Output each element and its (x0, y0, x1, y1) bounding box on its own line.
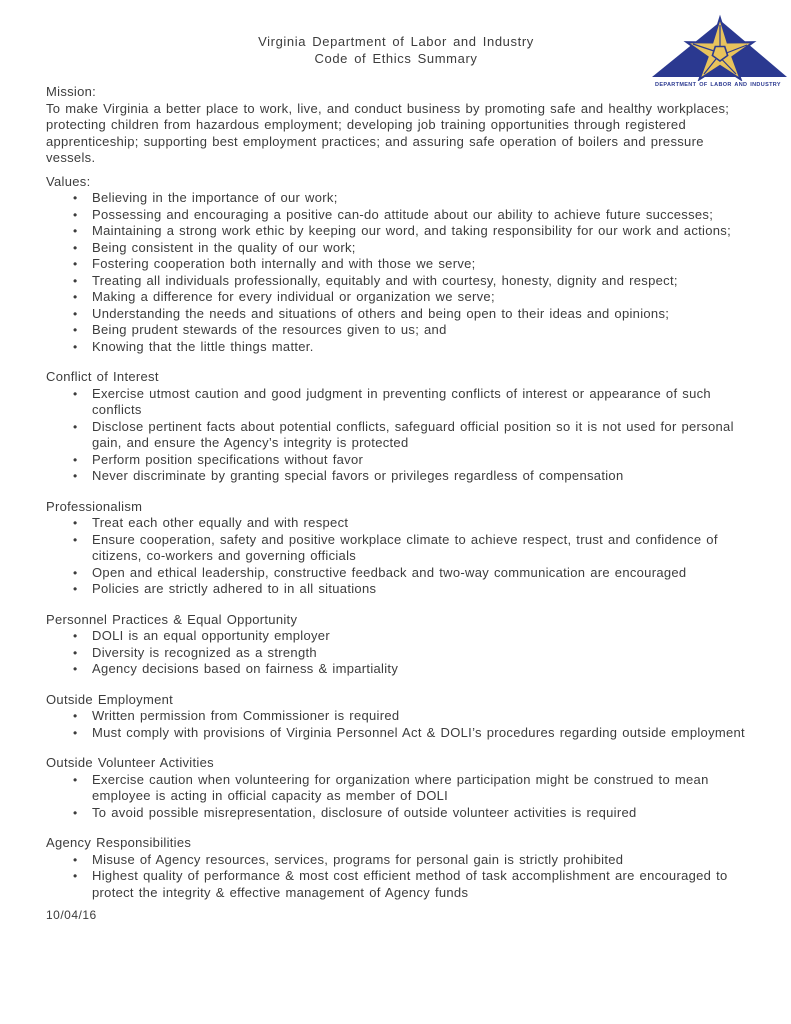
bullet-list (46, 708, 746, 741)
bullet-icon: • (73, 852, 78, 867)
bullet-item (46, 223, 746, 240)
section-heading: Mission: (46, 84, 97, 99)
bullet-icon: • (73, 386, 78, 401)
section (46, 369, 746, 485)
logo-graphic (648, 13, 788, 81)
bullet-icon: • (73, 306, 78, 321)
bullet-item (46, 708, 746, 725)
bullet-icon: • (73, 709, 78, 723)
bullet-text: Agency decisions based on fairness & impartiality (92, 661, 399, 676)
bullet-item (46, 419, 746, 452)
bullet-icon: • (73, 339, 78, 354)
bullet-text: DOLI is an equal opportunity employer (92, 628, 330, 643)
bullet-item (46, 240, 746, 257)
bullet-item (46, 515, 746, 532)
bullet-text: Being prudent stewards of the resources given to us; and (92, 322, 447, 337)
section-heading: Personnel Practices & Equal Opportunity (46, 611, 298, 627)
bullet-item (46, 289, 746, 306)
bullet-list (46, 772, 746, 822)
bullet-text: Perform position specifications without favor (92, 451, 364, 467)
bullet-text: Exercise caution when volunteering for organization where participation might be construed to mean employee is acting in official capacity as member of DOLI (92, 771, 709, 803)
bullet-item (46, 628, 746, 645)
footer-date: 10/04/16 (46, 908, 97, 922)
bullet-icon: • (73, 419, 78, 434)
agency-logo (648, 13, 788, 89)
bullet-icon: • (73, 273, 78, 288)
bullet-item (46, 468, 746, 485)
bullet-text: Possessing and encouraging a positive can-do attitude about our ability to achieve future successes; (92, 206, 714, 222)
bullet-icon: • (73, 207, 78, 222)
bullet-icon: • (73, 224, 78, 238)
bullet-icon: • (73, 629, 78, 643)
bullet-icon: • (73, 565, 78, 580)
bullet-text: Disclose pertinent facts about potential conflicts, safeguard official position so it is not used for personal gain, and ensure the Agency’s integrity is protected (92, 418, 734, 450)
bullet-text: Misuse of Agency resources, services, programs for personal gain is strictly prohibited (92, 851, 624, 867)
bullet-item (46, 306, 746, 323)
bullet-icon: • (73, 869, 78, 883)
sections (46, 84, 746, 901)
section (46, 612, 746, 678)
section-heading: Values: (46, 173, 91, 189)
bullet-text: Treat each other equally and with respect (92, 515, 349, 530)
bullet-item (46, 273, 746, 290)
bullet-icon: • (73, 516, 78, 530)
bullet-item (46, 452, 746, 469)
section-heading: Conflict of Interest (46, 369, 159, 384)
bullet-list (46, 852, 746, 902)
bullet-item (46, 661, 746, 678)
bullet-item (46, 565, 746, 582)
section-heading: Outside Volunteer Activities (46, 755, 214, 770)
bullet-icon: • (73, 662, 78, 676)
bullet-text: Policies are strictly adhered to in all situations (92, 581, 377, 596)
bullet-text: Believing in the importance of our work; (92, 190, 338, 205)
bullet-item (46, 868, 746, 901)
bullet-text: Knowing that the little things matter. (92, 338, 314, 354)
bullet-text: Making a difference for every individual or organization we serve; (92, 289, 495, 304)
bullet-text: Diversity is recognized as a strength (92, 644, 317, 660)
document-title (46, 34, 746, 67)
section (46, 755, 746, 821)
bullet-item (46, 772, 746, 805)
bullet-text: Highest quality of performance & most cost efficient method of task accomplishment are encouraged to protect the integrity & effective management of Agency funds (92, 868, 728, 900)
bullet-text: Exercise utmost caution and good judgment in preventing conflicts of interest or appearance of such conflicts (92, 385, 711, 417)
section-heading: Agency Responsibilities (46, 835, 192, 850)
section-paragraph: To make Virginia a better place to work, live, and conduct business by promoting safe and healthy workplaces; protecting children from hazardous employment; developing job training opportunities through registered apprenticeship; supporting best employment practices; and assuring safe operation of boilers and pressure vessels. (46, 100, 730, 165)
bullet-item (46, 805, 746, 822)
bullet-item (46, 645, 746, 662)
section (46, 84, 746, 167)
bullet-icon: • (73, 240, 78, 255)
bullet-icon: • (73, 323, 78, 337)
bullet-text: Being consistent in the quality of our work; (92, 239, 356, 255)
section (46, 692, 746, 742)
title-line-1: Virginia Department of Labor and Industry (258, 34, 534, 49)
bullet-icon: • (73, 805, 78, 820)
bullet-list (46, 628, 746, 678)
section-heading: Professionalism (46, 498, 143, 514)
bullet-icon: • (73, 532, 78, 547)
bullet-item (46, 581, 746, 598)
bullet-item (46, 339, 746, 356)
bullet-list (46, 386, 746, 485)
bullet-list (46, 190, 746, 355)
section-heading: Outside Employment (46, 691, 174, 707)
bullet-text: To avoid possible misrepresentation, disclosure of outside volunteer activities is required (92, 804, 637, 820)
bullet-icon: • (73, 290, 78, 304)
bullet-item (46, 725, 746, 742)
bullet-text: Must comply with provisions of Virginia Personnel Act & DOLI’s procedures regarding outside employment (92, 724, 745, 740)
section (46, 499, 746, 598)
bullet-text: Ensure cooperation, safety and positive workplace climate to achieve respect, trust and confidence of citizens, co-workers and governing officials (92, 531, 718, 563)
bullet-icon: • (73, 645, 78, 660)
section (46, 835, 746, 901)
logo-caption: DEPARTMENT OF LABOR AND INDUSTRY (655, 82, 781, 88)
bullet-icon: • (73, 191, 78, 205)
bullet-item (46, 852, 746, 869)
section (46, 174, 746, 356)
bullet-text: Treating all individuals professionally, equitably and with courtesy, honesty, dignity and respect; (92, 272, 678, 288)
bullet-item (46, 386, 746, 419)
bullet-text: Fostering cooperation both internally and with those we serve; (92, 256, 476, 271)
bullet-icon: • (73, 469, 78, 483)
bullet-text: Understanding the needs and situations of others and being open to their ideas and opinions; (92, 305, 670, 321)
bullet-icon: • (73, 772, 78, 787)
bullet-icon: • (73, 257, 78, 271)
bullet-text: Maintaining a strong work ethic by keeping our word, and taking responsibility for our work and actions; (92, 223, 732, 238)
bullet-item (46, 532, 746, 565)
bullet-item (46, 256, 746, 273)
bullet-list (46, 515, 746, 598)
bullet-item (46, 207, 746, 224)
bullet-item (46, 322, 746, 339)
title-line-2: Code of Ethics Summary (314, 50, 478, 66)
bullet-text: Written permission from Commissioner is required (92, 708, 400, 723)
bullet-text: Open and ethical leadership, constructive feedback and two-way communication are encouraged (92, 564, 687, 580)
bullet-icon: • (73, 452, 78, 467)
bullet-text: Never discriminate by granting special favors or privileges regardless of compensation (92, 468, 624, 483)
bullet-item (46, 190, 746, 207)
bullet-icon: • (73, 725, 78, 740)
bullet-icon: • (73, 582, 78, 596)
